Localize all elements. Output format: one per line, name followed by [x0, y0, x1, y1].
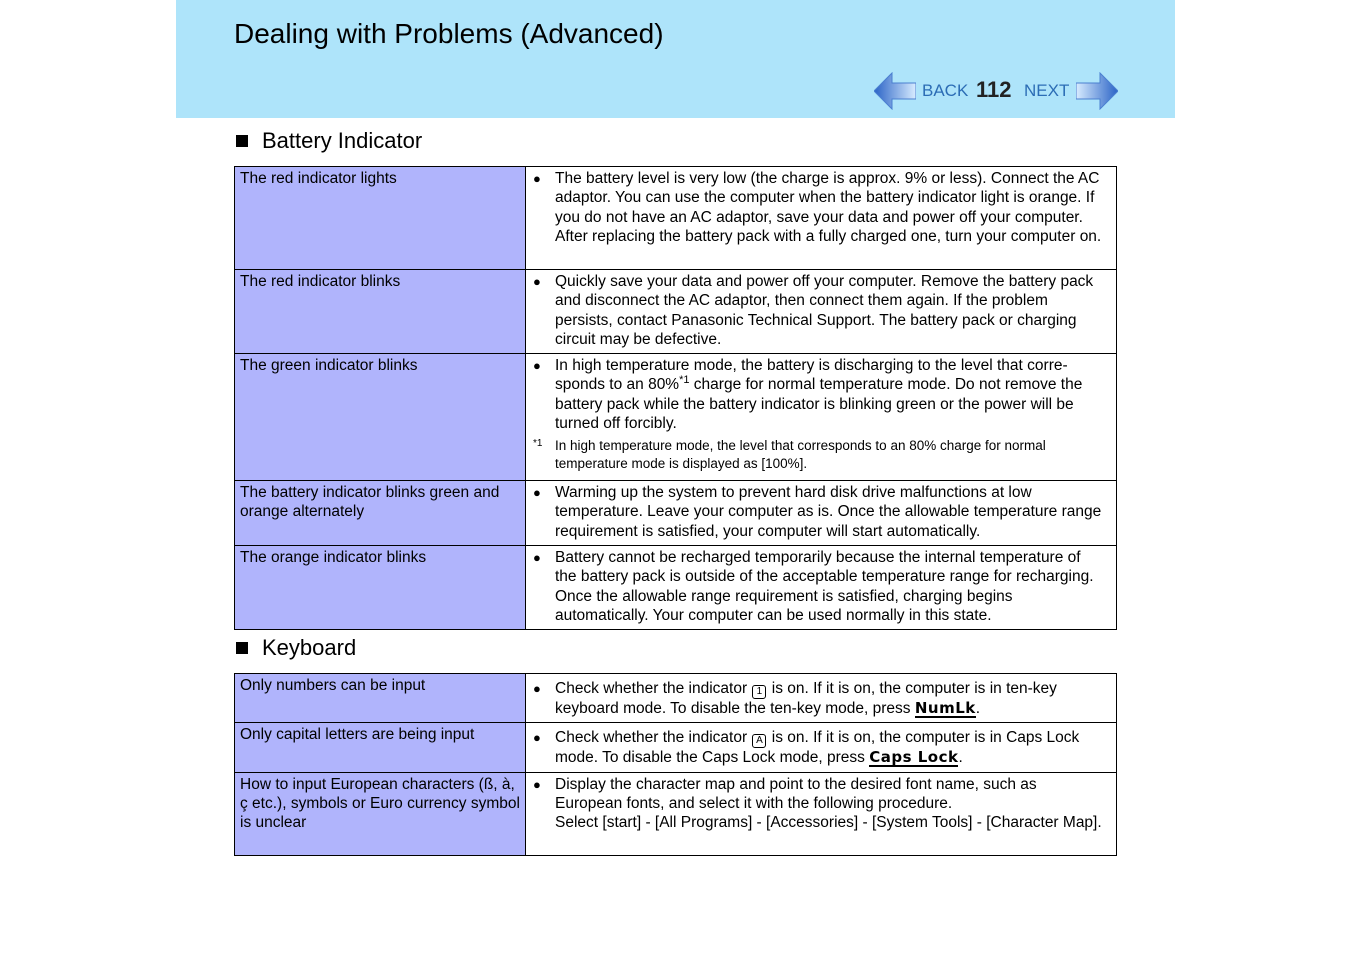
description-text: Warming up the system to prevent hard disk drive malfunctions at low temperature. Leave your computer as is. Once the allowable temperature range requirement is satisfied, your computer will start automatically.: [555, 484, 1102, 540]
next-arrow-icon[interactable]: [1076, 72, 1118, 110]
condition-cell: The orange indicator blinks: [235, 546, 526, 630]
square-bullet-icon: [236, 135, 248, 147]
footnote-text: In high temperature mode, the level that corresponds to an 80% charge for normal temperature mode is displayed as [100%].: [555, 438, 1046, 472]
condition-cell: Only numbers can be input: [235, 674, 526, 723]
condition-cell: The red indicator lights: [235, 167, 526, 270]
description-cell: [526, 270, 1117, 354]
footnote-mark: *1: [533, 438, 543, 450]
page-number: 112: [976, 77, 1012, 102]
table-row: [235, 674, 1117, 723]
description-cell: [526, 674, 1117, 723]
table-row: [235, 481, 1117, 546]
description-text: Display the character map and point to the desired font name, such as European fonts, and select it with the following procedure. Select [start] - [All Programs] - [Accessories] - [System Tools] - [Character Map].: [555, 775, 1102, 832]
page-navigation: [874, 72, 1119, 110]
table-row: [235, 354, 1117, 481]
bullet-icon: ●: [533, 485, 541, 501]
bullet-icon: ●: [533, 358, 541, 374]
description-text: The battery level is very low (the charge is approx. 9% or less). Connect the AC adaptor. You can use the computer when the battery indicator light is orange. If you do not have an AC adaptor, save your data and power off your computer. After replacing the battery pack with a fully charged one, turn your computer on.: [555, 170, 1102, 245]
capslock-indicator-icon: A: [752, 734, 766, 748]
condition-cell: The red indicator blinks: [235, 270, 526, 354]
table-row: [235, 772, 1117, 855]
battery-indicator-table: [234, 166, 1117, 630]
numlock-indicator-icon: 1: [752, 685, 766, 699]
description-text: Quickly save your data and power off your computer. Remove the battery pack and disconnect the AC adaptor, then connect them again. If the problem persists, contact Panasonic Technical Support. The battery pack or charging circuit may be defective.: [555, 273, 1094, 348]
description-cell: [526, 546, 1117, 630]
bullet-icon: ●: [533, 274, 541, 289]
description-cell: [526, 354, 1117, 481]
section-heading: Keyboard: [262, 635, 357, 660]
table-row: [235, 546, 1117, 630]
description-cell: [526, 772, 1117, 855]
caps-lock-key: Caps Lock: [869, 748, 959, 767]
page-header: [176, 0, 1175, 118]
bullet-icon: ●: [533, 730, 541, 746]
table-row: [235, 167, 1117, 270]
bullet-icon: ●: [533, 776, 541, 792]
section-battery-indicator: [236, 128, 422, 154]
description-cell: [526, 723, 1117, 772]
bullet-icon: ●: [533, 171, 541, 186]
page-title: Dealing with Problems (Advanced): [234, 18, 664, 49]
footnote-ref: *1: [679, 374, 690, 387]
description-cell: [526, 167, 1117, 270]
bullet-icon: ●: [533, 681, 541, 696]
table-row: [235, 270, 1117, 354]
description-cell: [526, 481, 1117, 546]
description-text: Check whether the indicator A is on. If it is on, the computer is in Caps Lock mode. To disable the Caps Lock mode, press Caps Lock.: [555, 729, 1080, 767]
condition-cell: How to input European characters (ß, à, ç etc.), symbols or Euro currency symbol is unclear: [235, 772, 526, 855]
condition-cell: The green indicator blinks: [235, 354, 526, 481]
condition-cell: The battery indicator blinks green and orange alternately: [235, 481, 526, 546]
back-button[interactable]: BACK: [922, 81, 969, 100]
table-row: [235, 723, 1117, 772]
footnote: [533, 437, 1106, 473]
next-button[interactable]: NEXT: [1024, 81, 1070, 100]
bullet-icon: ●: [533, 550, 541, 566]
back-arrow-icon[interactable]: [874, 72, 916, 110]
section-heading: Battery Indicator: [262, 128, 423, 153]
description-text: Check whether the indicator 1 is on. If it is on, the computer is in ten-key keyboard mode. To disable the ten-key mode, press NumLk.: [555, 680, 1057, 717]
square-bullet-icon: [236, 642, 248, 654]
numlk-key: NumLk: [914, 699, 976, 717]
description-text: Battery cannot be recharged temporarily because the internal temperature of the battery pack is outside of the acceptable temperature range for recharging. Once the allowable range requirement is satisfied, charging begins automatically. Your computer can be used normally in this state.: [555, 549, 1094, 624]
description-text: In high temperature mode, the battery is discharging to the level that corre- sponds to an 80%$^{*1}$ charge for normal temperature mode. Do not remove the battery pack while the battery indicator is blinking green or the power will be turned off forcibly.: [555, 357, 1083, 433]
condition-cell: Only capital letters are being input: [235, 723, 526, 772]
section-keyboard: [236, 635, 356, 661]
keyboard-table: [234, 673, 1117, 856]
